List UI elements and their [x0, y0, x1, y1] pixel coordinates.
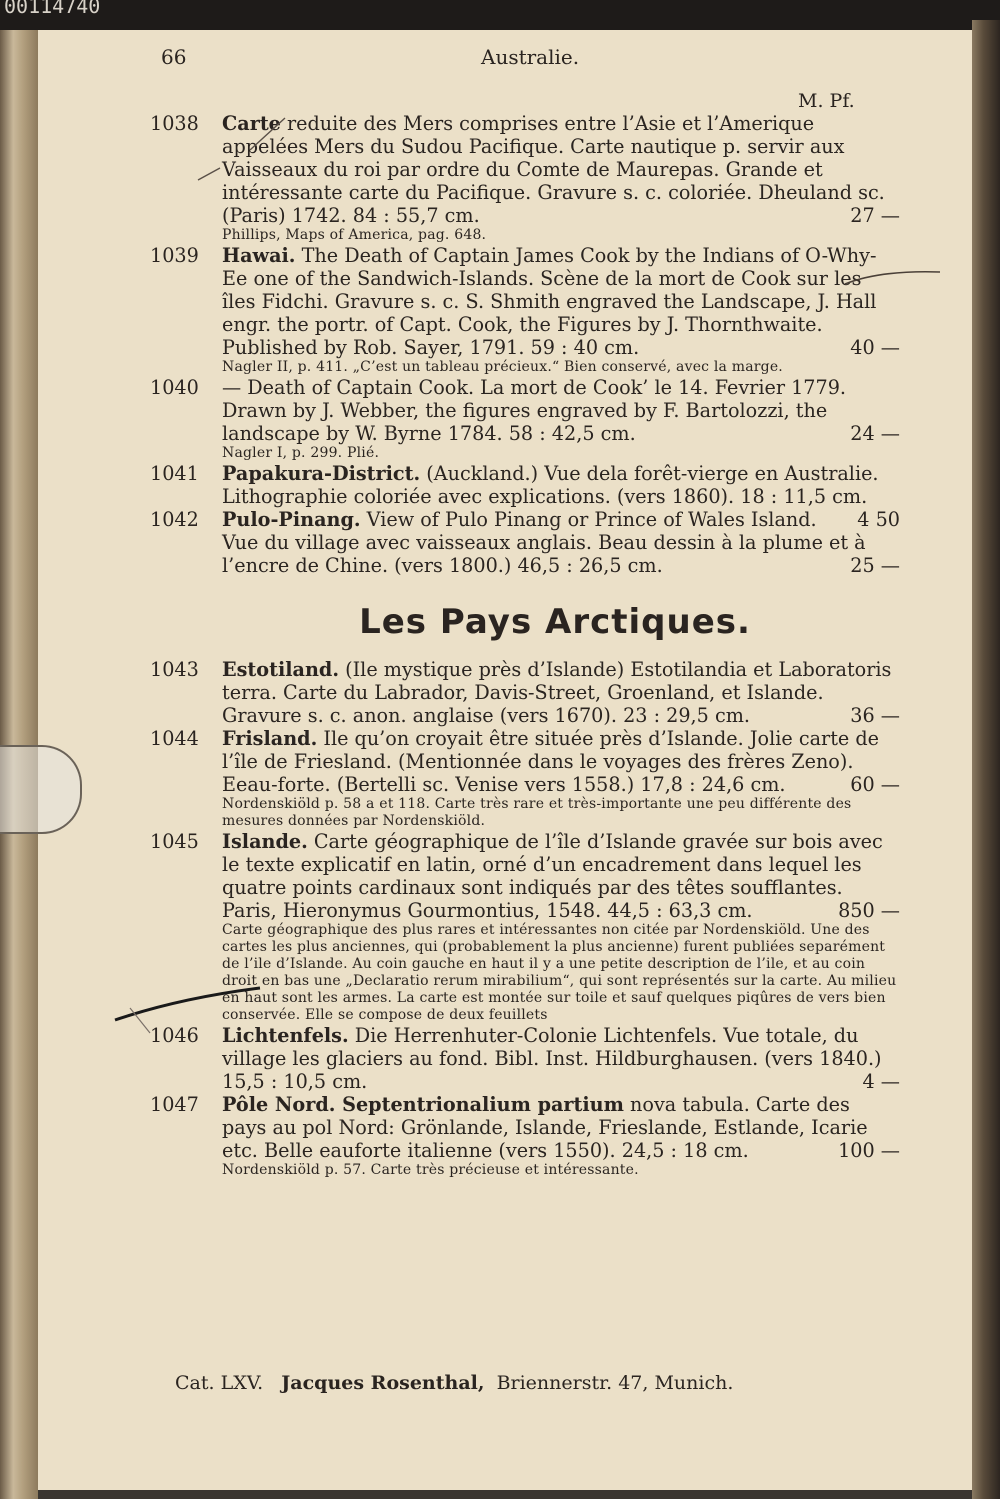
entry-price: 100 —	[838, 1139, 900, 1162]
section-title: Les Pays Arctiques.	[359, 602, 751, 642]
entries-australia	[150, 112, 900, 577]
catalog-entry	[150, 727, 900, 796]
catalog-entry	[150, 830, 900, 922]
entry-price: 60 —	[850, 773, 900, 796]
scan-border-top	[0, 0, 1000, 30]
entry-price: 25 —	[850, 554, 900, 577]
catalog-entry	[150, 1093, 900, 1162]
catalog-entry	[150, 658, 900, 727]
entry-price: 24 —	[850, 422, 900, 445]
entry-title: Pôle Nord. Septentrionalium partium	[222, 1093, 624, 1116]
catalog-entry	[150, 1024, 900, 1093]
entry-number: 1043	[150, 658, 199, 681]
entry-description: reduite des Mers comprises entre l’Asie et l’Amerique appelées Mers du Sudou Pacifique. Carte nautique p. servir aux Vaisseaux du roi par ordre du Comte de Maurepas. Grande et intéressante carte du Pacifique. Gravure s. c. coloriée. Dheuland sc. (Paris) 1742. 84 : 55,7 cm.	[222, 112, 885, 227]
entry-description: The Death of Captain James Cook by the Indians of O-Why-Ee one of the Sandwich-Islands. Scène de la mort de Cook sur les îles Fidchi. Gravure s. c. S. Shmith engraved the Landscape, J. Hall engr. the portr. of Capt. Cook, the Figures by J. Thornthwaite. Published by Rob. Sayer, 1791. 59 : 40 cm.	[222, 244, 877, 359]
entry-number: 1042	[150, 508, 199, 531]
publisher-name: Jacques Rosenthal,	[281, 1372, 485, 1394]
entry-price: 36 —	[850, 704, 900, 727]
entry-number: 1045	[150, 830, 199, 853]
entry-title: Pulo-Pinang.	[222, 508, 361, 531]
scan-code: 00114740	[4, 0, 101, 18]
catalog-entry	[150, 508, 900, 577]
entry-price: 4 —	[862, 1070, 900, 1093]
catalog-entry	[150, 376, 900, 445]
entry-description: Ile qu’on croyait être située près d’Islande. Jolie carte de l’île de Friesland. (Mentionnée dans le voyages des frères Zeno). Eeau-forte. (Bertelli sc. Venise vers 1558.) 17,8 : 24,6 cm.	[222, 727, 879, 796]
entry-description: Carte géographique de l’île d’Islande gravée sur bois avec le texte explicatif en latin, orné d’un encadrement dans lequel les quatre points cardinaux sont indiqués par des têtes soufflantes. Paris, Hieronymus Gourmontius, 1548. 44,5 : 63,3 cm.	[222, 830, 883, 922]
entry-number: 1047	[150, 1093, 199, 1116]
page-footer	[175, 1372, 935, 1394]
entry-number: 1040	[150, 376, 199, 399]
catalog-number: Cat. LXV.	[175, 1372, 264, 1394]
page-clip	[0, 745, 82, 834]
entry-note: Nagler II, p. 411. „C’est un tableau précieux.“ Bien conservé, avec la marge.	[222, 359, 783, 375]
page-header	[161, 45, 941, 75]
entry-note: Nordenskiöld p. 58 a et 118. Carte très rare et très-importante une peu différente des mesures données par Nordenskiöld.	[222, 796, 852, 829]
entry-description: — Death of Captain Cook. La mort de Cook’ le 14. Fevrier 1779. Drawn by J. Webber, the figures engraved by F. Bartolozzi, the landscape by W. Byrne 1784. 58 : 42,5 cm.	[222, 376, 847, 445]
entry-title: Carte	[222, 112, 281, 135]
catalog-entry	[150, 244, 900, 359]
entry-number: 1038	[150, 112, 199, 135]
entry-price: 4 50	[857, 508, 900, 531]
entry-description: (Ile mystique près d’Islande) Estotilandia et Laboratoris terra. Carte du Labrador, Davis-Street, Groenland, et Islande. Gravure s. c. anon. anglaise (vers 1670). 23 : 29,5 cm.	[222, 658, 892, 727]
entry-number: 1041	[150, 462, 199, 485]
entry-title: Estotiland.	[222, 658, 340, 681]
entry-number: 1039	[150, 244, 199, 267]
page-number: 66	[161, 45, 187, 69]
entry-title: Islande.	[222, 830, 308, 853]
catalog-entry	[150, 112, 900, 227]
entry-note: Carte géographique des plus rares et intéressantes non citée par Nordenskiöld. Une des cartes les plus anciennes, qui (probablement la plus ancienne) furent publiées separément de l’ile d’Islande. Au coin gauche en haut il y a une petite description de l’ile, et au coin droit en bas une „Declaratio rerum mirabilium“, qui sont représentés sur la carte. Au milieu en haut sont les armes. La carte est montée sur toile et sauf quelques piqûres de vers bien conservée. Elle se compose de deux feuillets	[222, 922, 897, 1023]
currency-heading: M. Pf.	[798, 90, 855, 112]
publisher-address: Briennerstr. 47, Munich.	[496, 1372, 734, 1394]
book-edge-right	[972, 20, 1000, 1499]
entry-note: Nordenskiöld p. 57. Carte très précieuse et intéressante.	[222, 1162, 639, 1178]
entries-arctic	[150, 658, 900, 1179]
page-title: Australie.	[481, 45, 580, 69]
entry-title: Papakura-District.	[222, 462, 421, 485]
entry-note: Phillips, Maps of America, pag. 648.	[222, 227, 487, 243]
entry-note: Nagler I, p. 299. Plié.	[222, 445, 380, 461]
entry-description: (Auckland.) Vue dela forêt-vierge en Australie. Lithographie coloriée avec explications. (vers 1860). 18 : 11,5 cm.	[222, 462, 879, 508]
entry-description: Die Herrenhuter-Colonie Lichtenfels. Vue totale, du village les glaciers au fond. Bibl. Inst. Hildburghausen. (vers 1840.) 15,5 : 10,5 cm.	[222, 1024, 882, 1093]
entry-price: 850 —	[838, 899, 900, 922]
catalog-body	[150, 112, 900, 1179]
entry-price: 40 —	[850, 336, 900, 359]
entry-description: nova tabula. Carte des pays au pol Nord: Grönlande, Islande, Frieslande, Estlande, Icarie etc. Belle eauforte italienne (vers 1550). 24,5 : 18 cm.	[222, 1093, 868, 1162]
entry-price: 27 —	[850, 204, 900, 227]
entry-title: Hawai.	[222, 244, 296, 267]
entry-description: View of Pulo Pinang or Prince of Wales Island. Vue du village avec vaisseaux anglais. Beau dessin à la plume et à l’encre de Chine. (vers 1800.) 46,5 : 26,5 cm.	[222, 508, 866, 577]
entry-number: 1046	[150, 1024, 199, 1047]
entry-title: Frisland.	[222, 727, 318, 750]
entry-title: Lichtenfels.	[222, 1024, 349, 1047]
entry-number: 1044	[150, 727, 199, 750]
